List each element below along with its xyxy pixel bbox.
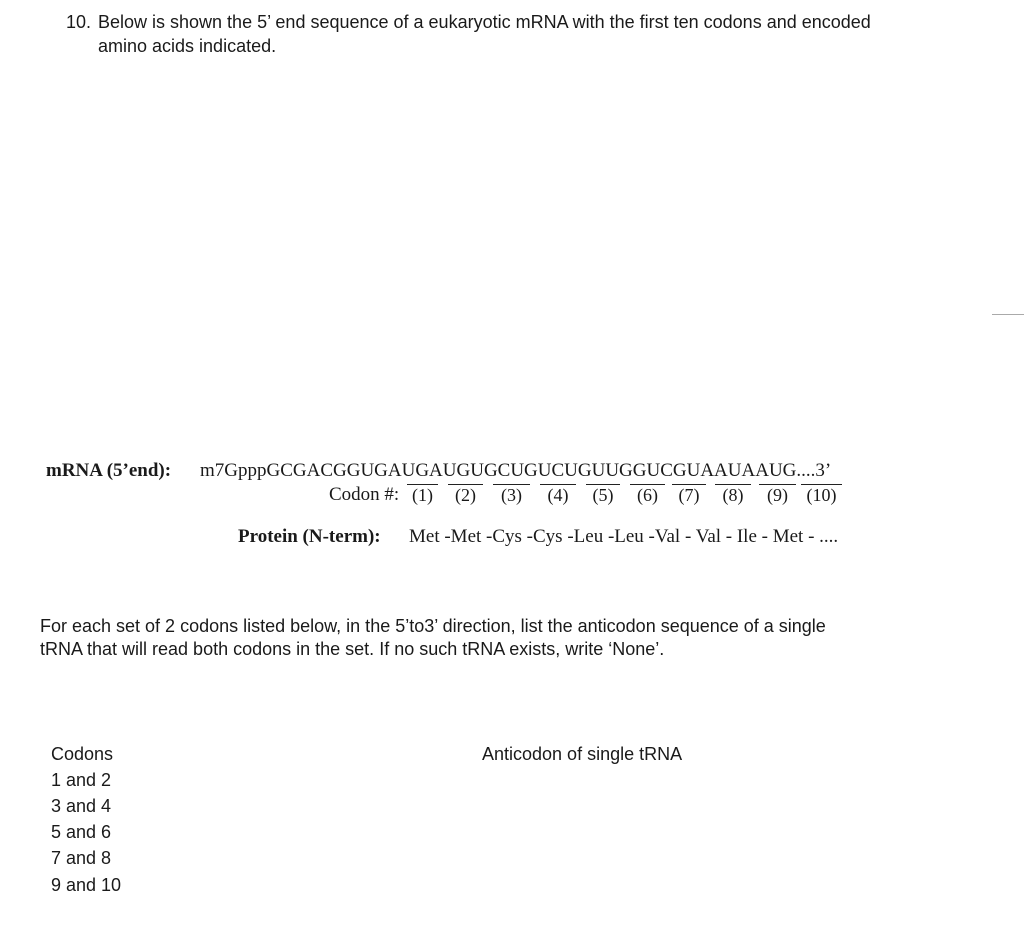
codon-pair-row: 3 and 4: [51, 796, 112, 816]
codon-pair-row: 5 and 6: [51, 822, 112, 842]
mrna-sequence: m7GpppGCGACGGUGAUGAUGUGCUGUCUGUUGGUCGUAAUAAUG....3’: [200, 460, 832, 481]
anticodon-column-header: Anticodon of single tRNA: [482, 744, 683, 764]
instructions: [40, 615, 826, 661]
protein-sequence: Met -Met -Cys -Cys -Leu -Leu -Val - Val - Ile - Met - ....: [409, 526, 839, 547]
codon-number: (6): [630, 484, 665, 505]
question-number: 10.: [66, 12, 92, 32]
codon-number: (2): [448, 484, 483, 505]
codon-number: (7): [672, 484, 706, 505]
instructions-line-1: For each set of 2 codons listed below, in the 5’to3’ direction, list the anticodon sequence of a single: [40, 616, 826, 636]
protein-label: Protein (N-term):: [238, 526, 381, 547]
page-edge-divider: [992, 314, 1024, 315]
codon-number: (9): [759, 484, 796, 505]
codon-number: (8): [715, 484, 751, 505]
mrna-label: mRNA (5’end):: [46, 460, 172, 481]
codons-column-header: Codons: [51, 744, 114, 764]
question-line-2: amino acids indicated.: [98, 36, 277, 56]
codon-number: (3): [493, 484, 530, 505]
codon-number-label: Codon #:: [329, 484, 400, 505]
codon-pair-row: 9 and 10: [51, 875, 122, 895]
codon-pair-row: 7 and 8: [51, 848, 112, 868]
question-line-1: Below is shown the 5’ end sequence of a eukaryotic mRNA with the first ten codons and encoded: [98, 12, 871, 32]
instructions-line-2: tRNA that will read both codons in the set. If no such tRNA exists, write ‘None’.: [40, 639, 665, 659]
codon-number: (10): [801, 484, 842, 505]
codon-number: (4): [540, 484, 576, 505]
codon-pair-row: 1 and 2: [51, 770, 112, 790]
codon-number: (5): [586, 484, 620, 505]
question-text: [66, 10, 926, 58]
codon-number: (1): [407, 484, 438, 505]
